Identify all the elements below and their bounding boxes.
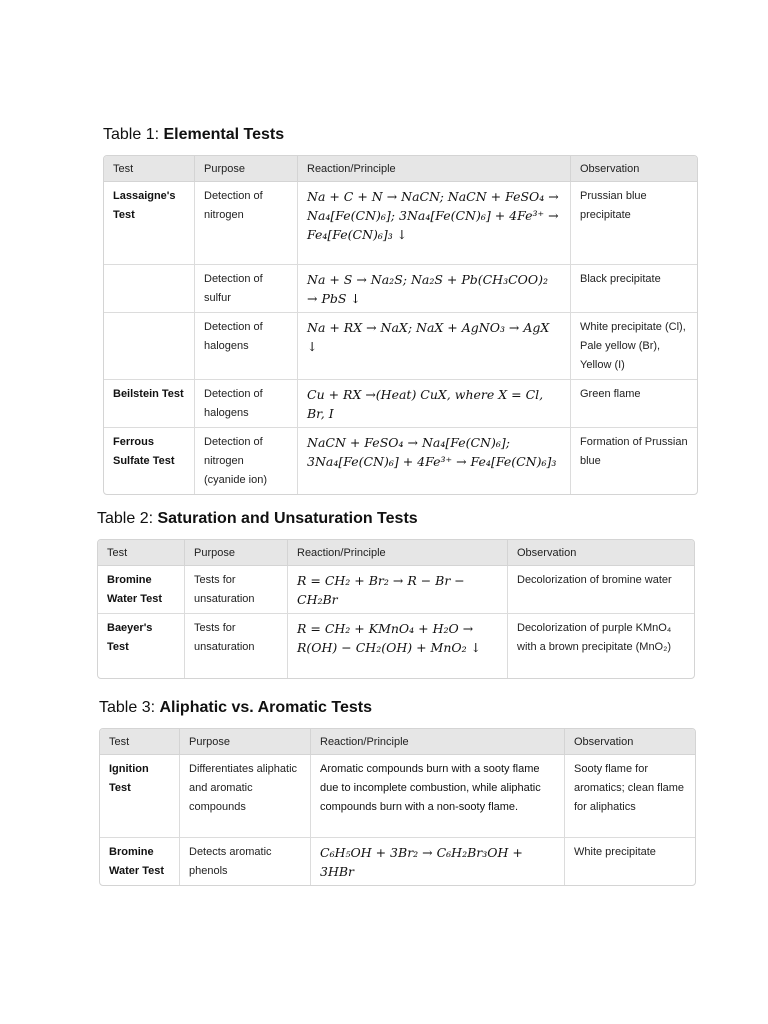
cell-purpose: Detection of halogens (195, 313, 298, 380)
cell-reaction: Na + S → Na₂S; Na₂S + Pb(CH₃COO)₂ → PbS ↓ (298, 265, 571, 313)
table-row (104, 313, 697, 380)
cell-reaction: R = CH₂ + Br₂ → R − Br − CH₂Br (288, 566, 508, 614)
cell-reaction: Aromatic compounds burn with a sooty flame due to incomplete combustion, while aliphatic compounds burn with a non-sooty flame. (311, 755, 565, 838)
cell-test (104, 313, 195, 380)
cell-purpose: Differentiates aliphatic and aromatic compounds (180, 755, 311, 838)
cell-observation: Formation of Prussian blue (580, 436, 688, 467)
table3-section (99, 698, 696, 886)
column-header-reaction: Reaction/Principle (288, 540, 508, 566)
cell-observation: Prussian blue precipitate (571, 182, 697, 265)
cell-purpose: Detects aromatic phenols (180, 838, 311, 885)
cell-test: Ferrous Sulfate Test (104, 428, 195, 494)
cell-reaction: C₆H₅OH + 3Br₂ → C₆H₂Br₃OH + 3HBr (311, 838, 565, 885)
cell-observation: Green flame (571, 380, 697, 428)
column-header-reaction: Reaction/Principle (298, 156, 571, 182)
cell-purpose: Detection of sulfur (195, 265, 298, 313)
table1-section (103, 125, 698, 495)
column-header-test: Test (100, 729, 180, 755)
table2-title: Table 2: Saturation and Unsaturation Tests (97, 510, 418, 527)
column-header-purpose: Purpose (195, 156, 298, 182)
table-row (104, 428, 697, 494)
cell-reaction: NaCN + FeSO₄ → Na₄[Fe(CN)₆]; 3Na₄[Fe(CN)₆] + 4Fe³⁺ → Fe₄[Fe(CN)₆]₃ (298, 428, 571, 494)
column-header-reaction: Reaction/Principle (311, 729, 565, 755)
cell-purpose: Detection of halogens (195, 380, 298, 428)
column-header-test: Test (98, 540, 185, 566)
table1-title: Table 1: Elemental Tests (103, 126, 285, 143)
cell-purpose: Tests for unsaturation (185, 566, 288, 614)
cell-observation: White precipitate (Cl), Pale yellow (Br), Yellow (I) (571, 313, 697, 380)
table-row (104, 265, 697, 313)
table-row (98, 566, 694, 614)
table-header-row (98, 540, 694, 566)
table-row (100, 755, 695, 838)
table3-title: Table 3: Aliphatic vs. Aromatic Tests (99, 699, 372, 716)
table-header-row (100, 729, 695, 755)
cell-observation: Decolorization of bromine water (508, 566, 694, 614)
cell-purpose: Detection of nitrogen (cyanide ion) (195, 428, 298, 494)
cell-observation: Black precipitate (571, 265, 697, 313)
column-header-test: Test (104, 156, 195, 182)
saturation-tests-table (97, 539, 695, 679)
cell-observation: Decolorization of purple KMnO₄ with a brown precipitate (MnO₂) (517, 622, 672, 653)
cell-observation: Sooty flame for aromatics; clean flame for aliphatics (565, 755, 695, 838)
column-header-purpose: Purpose (185, 540, 288, 566)
cell-test: Bromine Water Test (98, 566, 185, 614)
table-row (104, 380, 697, 428)
table-row (100, 838, 695, 885)
cell-test: Lassaigne's Test (104, 182, 195, 265)
cell-test: Baeyer's Test (98, 614, 185, 678)
cell-reaction: R = CH₂ + KMnO₄ + H₂O → R(OH) − CH₂(OH) + MnO₂ ↓ (288, 614, 508, 678)
cell-test: Beilstein Test (104, 380, 195, 428)
cell-reaction: Cu + RX →(Heat) CuX, where X = Cl, Br, I (298, 380, 571, 428)
table-header-row (104, 156, 697, 182)
elemental-tests-table (103, 155, 698, 495)
column-header-observation: Observation (508, 540, 694, 566)
cell-reaction: Na + RX → NaX; NaX + AgNO₃ → AgX ↓ (298, 313, 571, 380)
column-header-observation: Observation (571, 156, 697, 182)
cell-purpose: Detection of nitrogen (195, 182, 298, 265)
cell-test: Ignition Test (100, 755, 180, 838)
table2-section (97, 509, 695, 679)
cell-test (104, 265, 195, 313)
column-header-observation: Observation (565, 729, 695, 755)
table-row (98, 614, 694, 678)
cell-test: Bromine Water Test (100, 838, 180, 885)
table-row (104, 182, 697, 265)
cell-reaction: Na + C + N → NaCN; NaCN + FeSO₄ → Na₄[Fe(CN)₆]; 3Na₄[Fe(CN)₆] + 4Fe³⁺ → Fe₄[Fe(CN)₆]₃ ↓ (298, 182, 571, 265)
cell-observation: White precipitate (574, 846, 656, 858)
cell-purpose: Tests for unsaturation (185, 614, 288, 678)
aliphatic-aromatic-tests-table (99, 728, 696, 886)
column-header-purpose: Purpose (180, 729, 311, 755)
